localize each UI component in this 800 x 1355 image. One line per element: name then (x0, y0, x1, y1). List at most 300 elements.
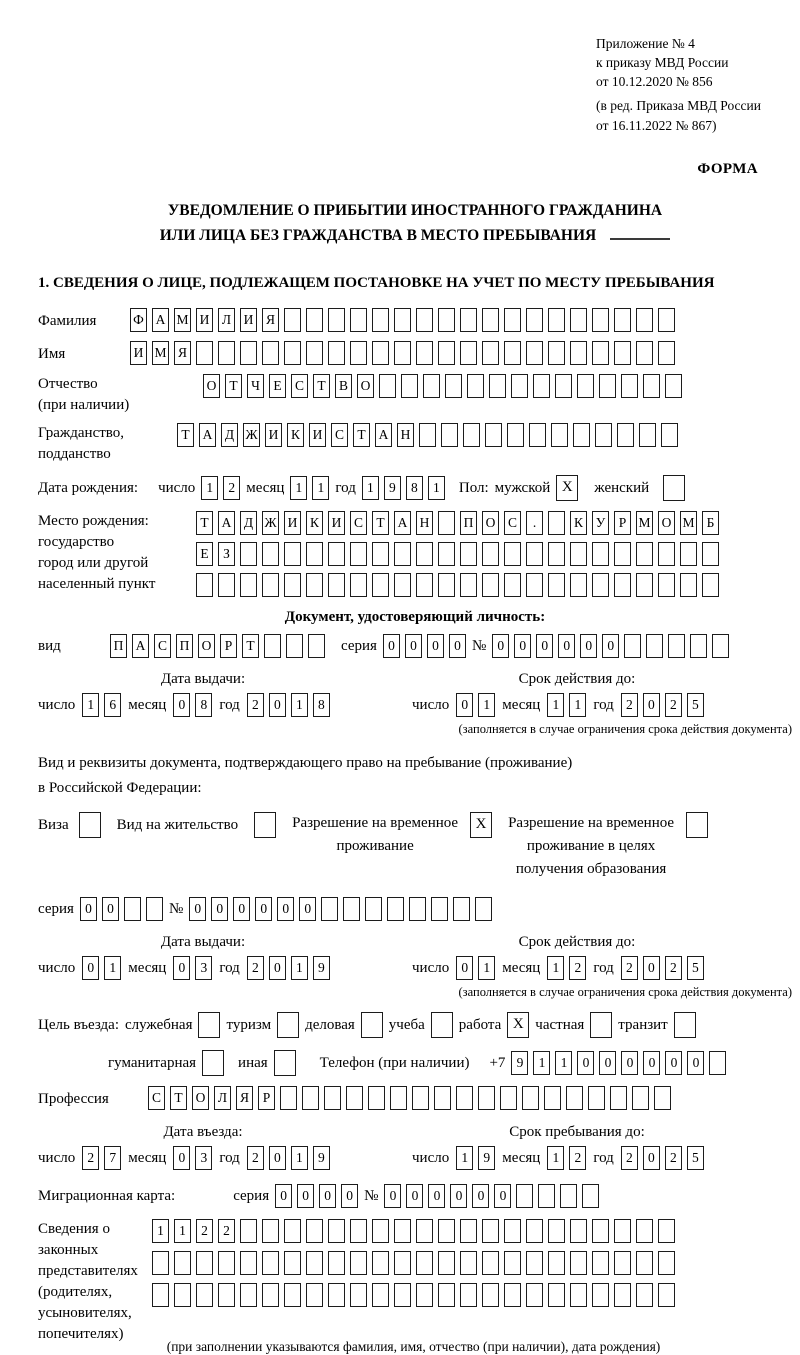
char-box[interactable] (262, 573, 279, 597)
char-box[interactable] (438, 542, 455, 566)
char-box[interactable]: 0 (643, 1051, 660, 1075)
char-box[interactable] (614, 1219, 631, 1243)
char-box[interactable]: И (196, 308, 213, 332)
char-box[interactable]: 0 (580, 634, 597, 658)
char-box[interactable]: 0 (275, 1184, 292, 1208)
char-box[interactable] (643, 374, 660, 398)
char-box[interactable]: П (460, 511, 477, 535)
char-box[interactable]: Л (218, 308, 235, 332)
char-box[interactable] (636, 573, 653, 597)
char-box[interactable]: 8 (195, 693, 212, 717)
char-box[interactable] (570, 1283, 587, 1307)
char-box[interactable]: О (658, 511, 675, 535)
char-box[interactable] (595, 423, 612, 447)
char-box[interactable] (573, 423, 590, 447)
char-box[interactable]: 2 (223, 476, 240, 500)
char-box[interactable]: 1 (547, 956, 564, 980)
char-box[interactable] (412, 1086, 429, 1110)
char-box[interactable]: Т (196, 511, 213, 535)
char-box[interactable]: 9 (511, 1051, 528, 1075)
char-box[interactable] (218, 1283, 235, 1307)
other-checkbox[interactable] (274, 1050, 296, 1076)
char-box[interactable]: 9 (313, 956, 330, 980)
char-box[interactable] (592, 341, 609, 365)
char-box[interactable] (526, 1251, 543, 1275)
char-box[interactable] (152, 1283, 169, 1307)
char-box[interactable] (570, 542, 587, 566)
char-box[interactable]: К (306, 511, 323, 535)
char-box[interactable] (416, 542, 433, 566)
male-checkbox[interactable]: X (556, 475, 578, 501)
char-box[interactable] (284, 573, 301, 597)
char-box[interactable]: 0 (189, 897, 206, 921)
char-box[interactable] (614, 1251, 631, 1275)
char-box[interactable] (610, 1086, 627, 1110)
char-box[interactable] (431, 897, 448, 921)
char-box[interactable]: Т (372, 511, 389, 535)
char-box[interactable]: 0 (599, 1051, 616, 1075)
char-box[interactable]: Л (214, 1086, 231, 1110)
char-box[interactable] (658, 308, 675, 332)
char-box[interactable] (639, 423, 656, 447)
char-box[interactable] (438, 573, 455, 597)
char-box[interactable] (419, 423, 436, 447)
char-box[interactable]: 0 (80, 897, 97, 921)
char-box[interactable]: 1 (291, 956, 308, 980)
char-box[interactable] (262, 1251, 279, 1275)
char-box[interactable] (478, 1086, 495, 1110)
char-box[interactable] (394, 542, 411, 566)
char-box[interactable] (548, 573, 565, 597)
char-box[interactable]: 2 (665, 1146, 682, 1170)
char-box[interactable]: 0 (494, 1184, 511, 1208)
char-box[interactable] (196, 1283, 213, 1307)
char-box[interactable] (592, 1219, 609, 1243)
char-box[interactable]: 2 (196, 1219, 213, 1243)
char-box[interactable] (196, 1251, 213, 1275)
char-box[interactable] (482, 1219, 499, 1243)
char-box[interactable]: 6 (104, 693, 121, 717)
char-box[interactable] (482, 341, 499, 365)
char-box[interactable] (570, 341, 587, 365)
char-box[interactable] (712, 634, 729, 658)
char-box[interactable]: А (218, 511, 235, 535)
char-box[interactable]: 1 (478, 956, 495, 980)
char-box[interactable] (445, 374, 462, 398)
char-box[interactable]: 0 (456, 693, 473, 717)
char-box[interactable] (401, 374, 418, 398)
char-box[interactable] (570, 1219, 587, 1243)
work-checkbox[interactable]: X (507, 1012, 529, 1038)
char-box[interactable] (284, 542, 301, 566)
char-box[interactable]: 2 (247, 693, 264, 717)
char-box[interactable] (661, 423, 678, 447)
char-box[interactable] (592, 308, 609, 332)
char-box[interactable] (152, 1251, 169, 1275)
char-box[interactable] (482, 542, 499, 566)
char-box[interactable]: С (291, 374, 308, 398)
char-box[interactable] (346, 1086, 363, 1110)
char-box[interactable]: 5 (687, 693, 704, 717)
char-box[interactable]: Ч (247, 374, 264, 398)
char-box[interactable] (548, 542, 565, 566)
char-box[interactable]: 1 (312, 476, 329, 500)
char-box[interactable]: 1 (201, 476, 218, 500)
char-box[interactable] (522, 1086, 539, 1110)
char-box[interactable] (146, 897, 163, 921)
char-box[interactable]: И (240, 308, 257, 332)
char-box[interactable]: 0 (621, 1051, 638, 1075)
char-box[interactable] (485, 423, 502, 447)
char-box[interactable]: А (132, 634, 149, 658)
char-box[interactable]: 2 (665, 693, 682, 717)
char-box[interactable] (438, 341, 455, 365)
char-box[interactable] (504, 573, 521, 597)
char-box[interactable] (555, 374, 572, 398)
char-box[interactable] (218, 1251, 235, 1275)
char-box[interactable] (262, 341, 279, 365)
char-box[interactable] (658, 341, 675, 365)
char-box[interactable]: И (130, 341, 147, 365)
char-box[interactable] (460, 573, 477, 597)
char-box[interactable] (709, 1051, 726, 1075)
char-box[interactable]: 0 (211, 897, 228, 921)
char-box[interactable]: . (526, 511, 543, 535)
char-box[interactable] (504, 308, 521, 332)
char-box[interactable] (240, 1251, 257, 1275)
char-box[interactable] (614, 573, 631, 597)
char-box[interactable]: И (284, 511, 301, 535)
transit-checkbox[interactable] (674, 1012, 696, 1038)
char-box[interactable] (621, 374, 638, 398)
char-box[interactable] (372, 341, 389, 365)
char-box[interactable] (240, 1283, 257, 1307)
char-box[interactable]: А (152, 308, 169, 332)
char-box[interactable]: 3 (195, 956, 212, 980)
char-box[interactable]: 0 (405, 634, 422, 658)
char-box[interactable] (592, 1251, 609, 1275)
char-box[interactable]: С (148, 1086, 165, 1110)
char-box[interactable]: Т (242, 634, 259, 658)
char-box[interactable] (416, 1283, 433, 1307)
char-box[interactable] (614, 308, 631, 332)
char-box[interactable]: 0 (456, 956, 473, 980)
char-box[interactable] (262, 1219, 279, 1243)
char-box[interactable]: И (309, 423, 326, 447)
char-box[interactable]: О (357, 374, 374, 398)
char-box[interactable] (658, 1283, 675, 1307)
char-box[interactable] (328, 573, 345, 597)
char-box[interactable] (548, 511, 565, 535)
char-box[interactable] (441, 423, 458, 447)
char-box[interactable] (306, 542, 323, 566)
char-box[interactable]: 1 (291, 693, 308, 717)
char-box[interactable]: 2 (621, 956, 638, 980)
char-box[interactable] (516, 1184, 533, 1208)
char-box[interactable] (614, 542, 631, 566)
char-box[interactable] (328, 1219, 345, 1243)
char-box[interactable]: 0 (384, 1184, 401, 1208)
char-box[interactable] (350, 1283, 367, 1307)
char-box[interactable]: 1 (547, 1146, 564, 1170)
char-box[interactable] (614, 341, 631, 365)
char-box[interactable] (570, 308, 587, 332)
char-box[interactable] (614, 1283, 631, 1307)
char-box[interactable] (592, 573, 609, 597)
char-box[interactable]: Т (313, 374, 330, 398)
char-box[interactable] (394, 573, 411, 597)
char-box[interactable] (548, 308, 565, 332)
char-box[interactable]: Т (170, 1086, 187, 1110)
char-box[interactable] (328, 542, 345, 566)
char-box[interactable]: 0 (341, 1184, 358, 1208)
char-box[interactable] (624, 634, 641, 658)
char-box[interactable]: 0 (492, 634, 509, 658)
char-box[interactable] (196, 341, 213, 365)
char-box[interactable] (566, 1086, 583, 1110)
char-box[interactable]: П (176, 634, 193, 658)
char-box[interactable] (702, 542, 719, 566)
char-box[interactable]: З (218, 542, 235, 566)
char-box[interactable] (504, 341, 521, 365)
char-box[interactable] (460, 308, 477, 332)
female-checkbox[interactable] (663, 475, 685, 501)
char-box[interactable] (658, 542, 675, 566)
char-box[interactable]: 1 (533, 1051, 550, 1075)
char-box[interactable] (218, 573, 235, 597)
char-box[interactable]: Р (258, 1086, 275, 1110)
char-box[interactable] (526, 341, 543, 365)
char-box[interactable] (453, 897, 470, 921)
char-box[interactable]: С (350, 511, 367, 535)
char-box[interactable] (460, 341, 477, 365)
char-box[interactable] (394, 308, 411, 332)
char-box[interactable]: 2 (569, 956, 586, 980)
char-box[interactable]: М (636, 511, 653, 535)
char-box[interactable]: 0 (269, 956, 286, 980)
char-box[interactable]: 0 (514, 634, 531, 658)
char-box[interactable]: 0 (428, 1184, 445, 1208)
char-box[interactable] (460, 542, 477, 566)
char-box[interactable]: 0 (102, 897, 119, 921)
tourism-checkbox[interactable] (277, 1012, 299, 1038)
char-box[interactable]: 3 (195, 1146, 212, 1170)
char-box[interactable] (592, 542, 609, 566)
char-box[interactable]: 1 (569, 693, 586, 717)
char-box[interactable]: Ж (243, 423, 260, 447)
char-box[interactable] (306, 573, 323, 597)
char-box[interactable]: К (570, 511, 587, 535)
char-box[interactable] (438, 1251, 455, 1275)
char-box[interactable]: 1 (290, 476, 307, 500)
char-box[interactable]: 1 (547, 693, 564, 717)
study-checkbox[interactable] (431, 1012, 453, 1038)
char-box[interactable]: М (680, 511, 697, 535)
char-box[interactable]: 1 (152, 1219, 169, 1243)
char-box[interactable]: 0 (319, 1184, 336, 1208)
char-box[interactable] (636, 341, 653, 365)
char-box[interactable] (588, 1086, 605, 1110)
char-box[interactable] (284, 1251, 301, 1275)
char-box[interactable] (328, 1283, 345, 1307)
char-box[interactable] (617, 423, 634, 447)
char-box[interactable] (284, 1219, 301, 1243)
char-box[interactable]: С (331, 423, 348, 447)
char-box[interactable] (372, 1219, 389, 1243)
char-box[interactable]: 1 (428, 476, 445, 500)
char-box[interactable]: 1 (362, 476, 379, 500)
char-box[interactable]: Н (397, 423, 414, 447)
char-box[interactable]: О (198, 634, 215, 658)
char-box[interactable] (482, 1251, 499, 1275)
char-box[interactable] (372, 308, 389, 332)
humanitarian-checkbox[interactable] (202, 1050, 224, 1076)
char-box[interactable] (240, 542, 257, 566)
char-box[interactable] (262, 542, 279, 566)
char-box[interactable]: 1 (456, 1146, 473, 1170)
char-box[interactable]: П (110, 634, 127, 658)
char-box[interactable] (482, 308, 499, 332)
char-box[interactable] (438, 511, 455, 535)
char-box[interactable]: 0 (602, 634, 619, 658)
char-box[interactable]: 9 (478, 1146, 495, 1170)
char-box[interactable]: А (375, 423, 392, 447)
char-box[interactable]: Ж (262, 511, 279, 535)
char-box[interactable]: С (504, 511, 521, 535)
char-box[interactable]: 0 (173, 1146, 190, 1170)
char-box[interactable] (526, 1219, 543, 1243)
char-box[interactable] (306, 341, 323, 365)
char-box[interactable]: Д (221, 423, 238, 447)
char-box[interactable] (264, 634, 281, 658)
char-box[interactable] (460, 1283, 477, 1307)
char-box[interactable] (636, 1251, 653, 1275)
visa-checkbox[interactable] (79, 812, 101, 838)
char-box[interactable]: 8 (313, 693, 330, 717)
char-box[interactable] (526, 1283, 543, 1307)
char-box[interactable]: 1 (555, 1051, 572, 1075)
char-box[interactable]: 9 (313, 1146, 330, 1170)
char-box[interactable] (280, 1086, 297, 1110)
char-box[interactable] (196, 573, 213, 597)
char-box[interactable] (350, 341, 367, 365)
char-box[interactable]: О (482, 511, 499, 535)
char-box[interactable] (482, 573, 499, 597)
char-box[interactable] (636, 542, 653, 566)
char-box[interactable] (350, 1219, 367, 1243)
char-box[interactable]: Р (220, 634, 237, 658)
char-box[interactable] (390, 1086, 407, 1110)
char-box[interactable] (592, 1283, 609, 1307)
char-box[interactable] (262, 1283, 279, 1307)
char-box[interactable] (350, 1251, 367, 1275)
char-box[interactable] (306, 1251, 323, 1275)
char-box[interactable] (548, 1219, 565, 1243)
char-box[interactable]: О (203, 374, 220, 398)
char-box[interactable] (308, 634, 325, 658)
char-box[interactable] (463, 423, 480, 447)
char-box[interactable] (124, 897, 141, 921)
char-box[interactable] (372, 573, 389, 597)
char-box[interactable] (504, 1283, 521, 1307)
char-box[interactable] (423, 374, 440, 398)
char-box[interactable]: 5 (687, 1146, 704, 1170)
char-box[interactable] (286, 634, 303, 658)
char-box[interactable] (551, 423, 568, 447)
char-box[interactable]: 5 (687, 956, 704, 980)
char-box[interactable] (548, 1251, 565, 1275)
char-box[interactable]: 0 (687, 1051, 704, 1075)
rvp-checkbox[interactable]: X (470, 812, 492, 838)
char-box[interactable]: 0 (233, 897, 250, 921)
char-box[interactable]: В (335, 374, 352, 398)
char-box[interactable]: 0 (406, 1184, 423, 1208)
char-box[interactable]: Т (353, 423, 370, 447)
char-box[interactable]: М (174, 308, 191, 332)
char-box[interactable] (218, 341, 235, 365)
residence-permit-checkbox[interactable] (254, 812, 276, 838)
char-box[interactable] (665, 374, 682, 398)
char-box[interactable] (284, 341, 301, 365)
char-box[interactable] (482, 1283, 499, 1307)
char-box[interactable]: 1 (478, 693, 495, 717)
char-box[interactable] (365, 897, 382, 921)
char-box[interactable] (416, 1219, 433, 1243)
char-box[interactable]: 0 (558, 634, 575, 658)
char-box[interactable]: Т (225, 374, 242, 398)
char-box[interactable] (456, 1086, 473, 1110)
char-box[interactable]: 0 (472, 1184, 489, 1208)
char-box[interactable] (511, 374, 528, 398)
char-box[interactable] (438, 1283, 455, 1307)
char-box[interactable] (350, 542, 367, 566)
char-box[interactable]: 2 (621, 693, 638, 717)
char-box[interactable] (680, 542, 697, 566)
char-box[interactable] (324, 1086, 341, 1110)
char-box[interactable] (328, 341, 345, 365)
char-box[interactable] (577, 374, 594, 398)
char-box[interactable] (306, 1283, 323, 1307)
char-box[interactable] (434, 1086, 451, 1110)
char-box[interactable] (350, 308, 367, 332)
char-box[interactable] (379, 374, 396, 398)
char-box[interactable]: 0 (269, 693, 286, 717)
char-box[interactable] (240, 573, 257, 597)
char-box[interactable]: А (394, 511, 411, 535)
char-box[interactable] (416, 1251, 433, 1275)
char-box[interactable] (636, 308, 653, 332)
char-box[interactable]: 0 (450, 1184, 467, 1208)
char-box[interactable]: 1 (174, 1219, 191, 1243)
char-box[interactable]: 2 (82, 1146, 99, 1170)
business-checkbox[interactable] (361, 1012, 383, 1038)
char-box[interactable] (504, 542, 521, 566)
char-box[interactable] (372, 1251, 389, 1275)
char-box[interactable] (680, 573, 697, 597)
char-box[interactable]: 1 (291, 1146, 308, 1170)
char-box[interactable] (343, 897, 360, 921)
char-box[interactable]: 0 (665, 1051, 682, 1075)
char-box[interactable]: С (154, 634, 171, 658)
char-box[interactable] (416, 308, 433, 332)
char-box[interactable] (174, 1251, 191, 1275)
char-box[interactable]: 0 (427, 634, 444, 658)
char-box[interactable]: 2 (247, 1146, 264, 1170)
char-box[interactable] (582, 1184, 599, 1208)
char-box[interactable] (284, 308, 301, 332)
char-box[interactable]: Д (240, 511, 257, 535)
char-box[interactable]: 0 (383, 634, 400, 658)
